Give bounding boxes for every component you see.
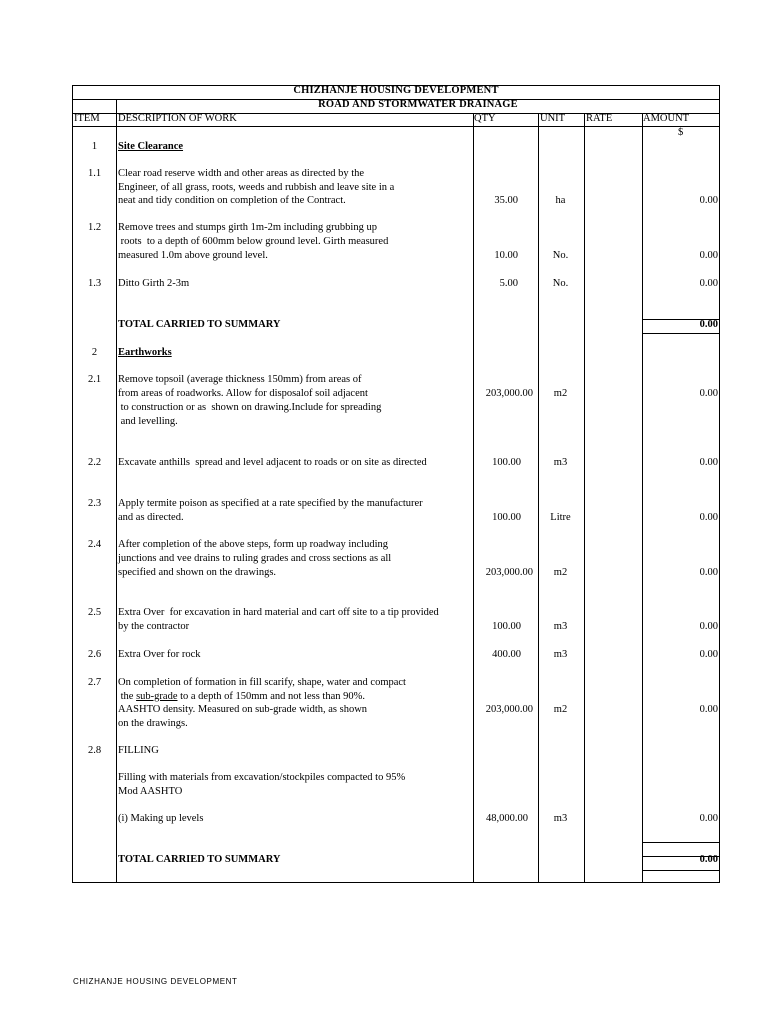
item-number: 2.4 (87, 539, 102, 550)
currency-symbol: $ (678, 127, 684, 138)
item-qty: 400.00 (492, 649, 521, 660)
item-description-line: and levelling. (118, 416, 178, 427)
document-title: CHIZHANJE HOUSING DEVELOPMENT (293, 85, 499, 96)
item-description-line: and as directed. (118, 512, 184, 523)
item-description-line: neat and tidy condition on completion of the Contract. (118, 195, 346, 206)
item-description-line: measured 1.0m above ground level. (118, 250, 268, 261)
item-qty: 5.00 (499, 278, 518, 289)
item-number: 1.3 (87, 278, 102, 289)
item-description-line: Remove topsoil (average thickness 150mm) from areas of (118, 374, 362, 385)
item-unit: m3 (553, 457, 568, 468)
item-amount: 0.00 (699, 457, 718, 468)
item-description-line: Filling with materials from excavation/stockpiles compacted to 95% (118, 772, 406, 783)
column-divider-description (473, 113, 474, 883)
item-number: 1.1 (87, 168, 102, 179)
item-unit: No. (552, 250, 569, 261)
item-description-line: (i) Making up levels (118, 813, 204, 824)
item-description-line: specified and shown on the drawings. (118, 567, 277, 578)
item-description-line: junctions and vee drains to ruling grades and cross sections as all (118, 553, 392, 564)
item-unit: ha (555, 195, 566, 206)
column-header-qty: QTY (474, 113, 496, 124)
section-title: Site Clearance (118, 141, 184, 152)
item-qty: 100.00 (492, 512, 521, 523)
item-qty: 203,000.00 (485, 388, 533, 399)
total1-line-bottom (642, 333, 719, 334)
column-header-rate: RATE (586, 113, 613, 124)
total-carried-label: TOTAL CARRIED TO SUMMARY (118, 854, 281, 865)
item-unit: No. (552, 278, 569, 289)
item-amount: 0.00 (699, 704, 718, 715)
item-description-line: Mod AASHTO (118, 786, 183, 797)
item-qty: 100.00 (492, 457, 521, 468)
column-header-unit: UNIT (540, 113, 566, 124)
item-unit: m2 (553, 704, 568, 715)
item-amount: 0.00 (699, 813, 718, 824)
item-amount: 0.00 (699, 621, 718, 632)
item-description-line: roots to a depth of 600mm below ground level. Girth measured (118, 236, 389, 247)
item-qty: 10.00 (494, 250, 518, 261)
column-header-divider-bottom (73, 126, 719, 127)
total-carried-amount: 0.00 (699, 854, 718, 865)
item-description-line: After completion of the above steps, form up roadway including (118, 539, 389, 550)
item-number: 2.2 (87, 457, 102, 468)
column-divider-rate (642, 113, 643, 883)
item-number: 2.5 (87, 607, 102, 618)
item-description-line: On completion of formation in fill scarify, shape, water and compact (118, 677, 406, 688)
item-qty: 48,000.00 (486, 813, 528, 824)
document-subtitle: ROAD AND STORMWATER DRAINAGE (318, 99, 518, 110)
sub-grade-term: sub-grade (136, 691, 178, 702)
item-qty: 203,000.00 (485, 704, 533, 715)
column-divider-item (116, 99, 117, 883)
item-number: 1.2 (87, 222, 102, 233)
item-amount: 0.00 (699, 512, 718, 523)
item-amount: 0.00 (699, 195, 718, 206)
item-unit: m3 (553, 813, 568, 824)
item-number: 2.3 (87, 498, 102, 509)
page-footer: CHIZHANJE HOUSING DEVELOPMENT (73, 977, 238, 986)
item-amount: 0.00 (699, 388, 718, 399)
item-description-line: AASHTO density. Measured on sub-grade width, as shown (118, 704, 368, 715)
item-description-line (118, 690, 365, 704)
item-description-line: Clear road reserve width and other areas as directed by the (118, 168, 365, 179)
column-header-amount: AMOUNT (643, 113, 690, 124)
section-number: 2 (91, 347, 98, 358)
item-qty: 203,000.00 (485, 567, 533, 578)
total-carried-amount: 0.00 (699, 319, 718, 330)
item-number: 2.8 (87, 745, 102, 756)
item-description-line: Extra Over for rock (118, 649, 201, 660)
item-unit: m2 (553, 388, 568, 399)
item-description-line: to construction or as shown on drawing.Include for spreading (118, 402, 382, 413)
item-unit: m2 (553, 567, 568, 578)
item-qty: 35.00 (494, 195, 518, 206)
item-description-fragment: the (118, 691, 137, 702)
item-unit: m3 (553, 649, 568, 660)
item-number: 2.6 (87, 649, 102, 660)
item-number: 2.1 (87, 374, 102, 385)
item-description-line: FILLING (118, 745, 159, 756)
column-divider-qty (538, 113, 539, 883)
item-description-line: Apply termite poison as specified at a rate specified by the manufacturer (118, 498, 423, 509)
column-header-item: ITEM (74, 113, 100, 124)
item-description-line: Ditto Girth 2-3m (118, 278, 190, 289)
column-header-description: DESCRIPTION OF WORK (118, 113, 237, 124)
item-amount: 0.00 (699, 649, 718, 660)
item-amount: 0.00 (699, 567, 718, 578)
item-description-line: from areas of roadworks. Allow for disposalof soil adjacent (118, 388, 368, 399)
item-unit: m3 (553, 621, 568, 632)
item-description-line: Excavate anthills spread and level adjacent to roads or on site as directed (118, 457, 427, 468)
item-description-line: Extra Over for excavation in hard material and cart off site to a tip provided (118, 607, 439, 618)
total-carried-label: TOTAL CARRIED TO SUMMARY (118, 319, 281, 330)
item-number: 2.7 (87, 677, 102, 688)
item-qty: 100.00 (492, 621, 521, 632)
item-description-fragment: to a depth of 150mm and not less than 90%. (177, 691, 365, 702)
section-title: Earthworks (118, 347, 172, 358)
item-amount: 0.00 (699, 250, 718, 261)
item-unit: Litre (550, 512, 571, 523)
item-description-line: by the contractor (118, 621, 190, 632)
item-amount: 0.00 (699, 278, 718, 289)
total2-line-top (642, 842, 719, 843)
item-description-line: on the drawings. (118, 718, 188, 729)
section-number: 1 (91, 141, 98, 152)
item-description-line: Remove trees and stumps girth 1m-2m including grubbing up (118, 222, 377, 233)
column-divider-unit (584, 113, 585, 883)
total2-line-extra (642, 870, 719, 871)
item-description-line: Engineer, of all grass, roots, weeds and rubbish and leave site in a (118, 182, 395, 193)
